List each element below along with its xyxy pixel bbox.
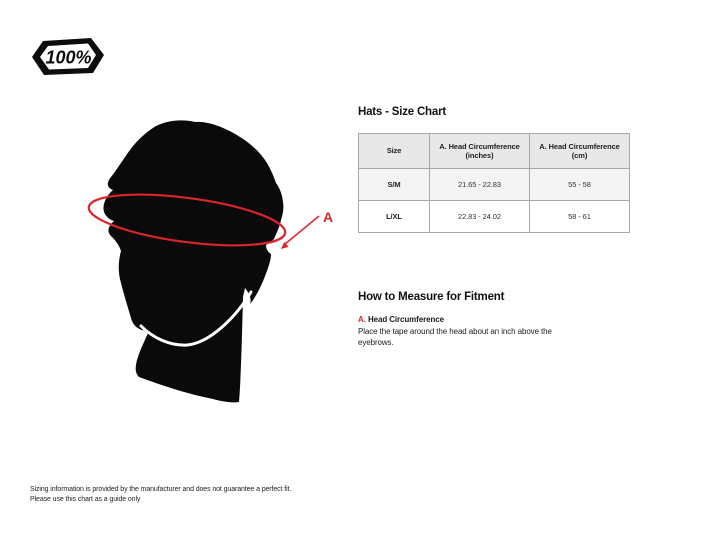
size-chart-title: Hats - Size Chart <box>358 106 446 118</box>
measurement-label-a: A <box>323 209 334 225</box>
cell-cm-lxl: 58 - 61 <box>530 201 630 233</box>
table-row-sm <box>359 169 630 201</box>
disclaimer <box>30 485 291 504</box>
measurement-item-label <box>358 315 630 324</box>
table-row-lxl <box>359 201 630 233</box>
cell-size-sm: S/M <box>359 169 430 201</box>
measurement-item-key: A. <box>358 315 366 324</box>
size-chart-header-row <box>359 134 630 169</box>
size-chart-panel <box>358 104 630 348</box>
how-to-measure-title: How to Measure for Fitment <box>358 291 505 303</box>
column-header-size: Size <box>359 134 430 169</box>
head-silhouette <box>103 120 283 402</box>
disclaimer-line-1: Sizing information is provided by the manufacturer and does not guarantee a perfect fit. <box>30 486 292 493</box>
column-header-inches: A. Head Circumference (inches) <box>430 134 530 169</box>
disclaimer-line-2: Please use this chart as a guide only <box>30 495 141 503</box>
cell-inches-sm: 21.65 - 22.83 <box>430 169 530 201</box>
cell-cm-sm: 55 - 58 <box>530 169 630 201</box>
measurement-item-name: Head Circumference <box>367 315 444 324</box>
size-chart-table <box>358 133 630 233</box>
how-to-measure-section <box>358 289 630 348</box>
cell-size-lxl: L/XL <box>359 201 430 233</box>
logo-text: 100% <box>45 47 92 68</box>
measurement-instruction: Place the tape around the head about an inch above the eyebrows. <box>358 327 552 347</box>
cell-inches-lxl: 22.83 - 24.02 <box>430 201 530 233</box>
column-header-cm: A. Head Circumference (cm) <box>530 134 630 169</box>
measurement-arrow-line <box>285 216 320 245</box>
